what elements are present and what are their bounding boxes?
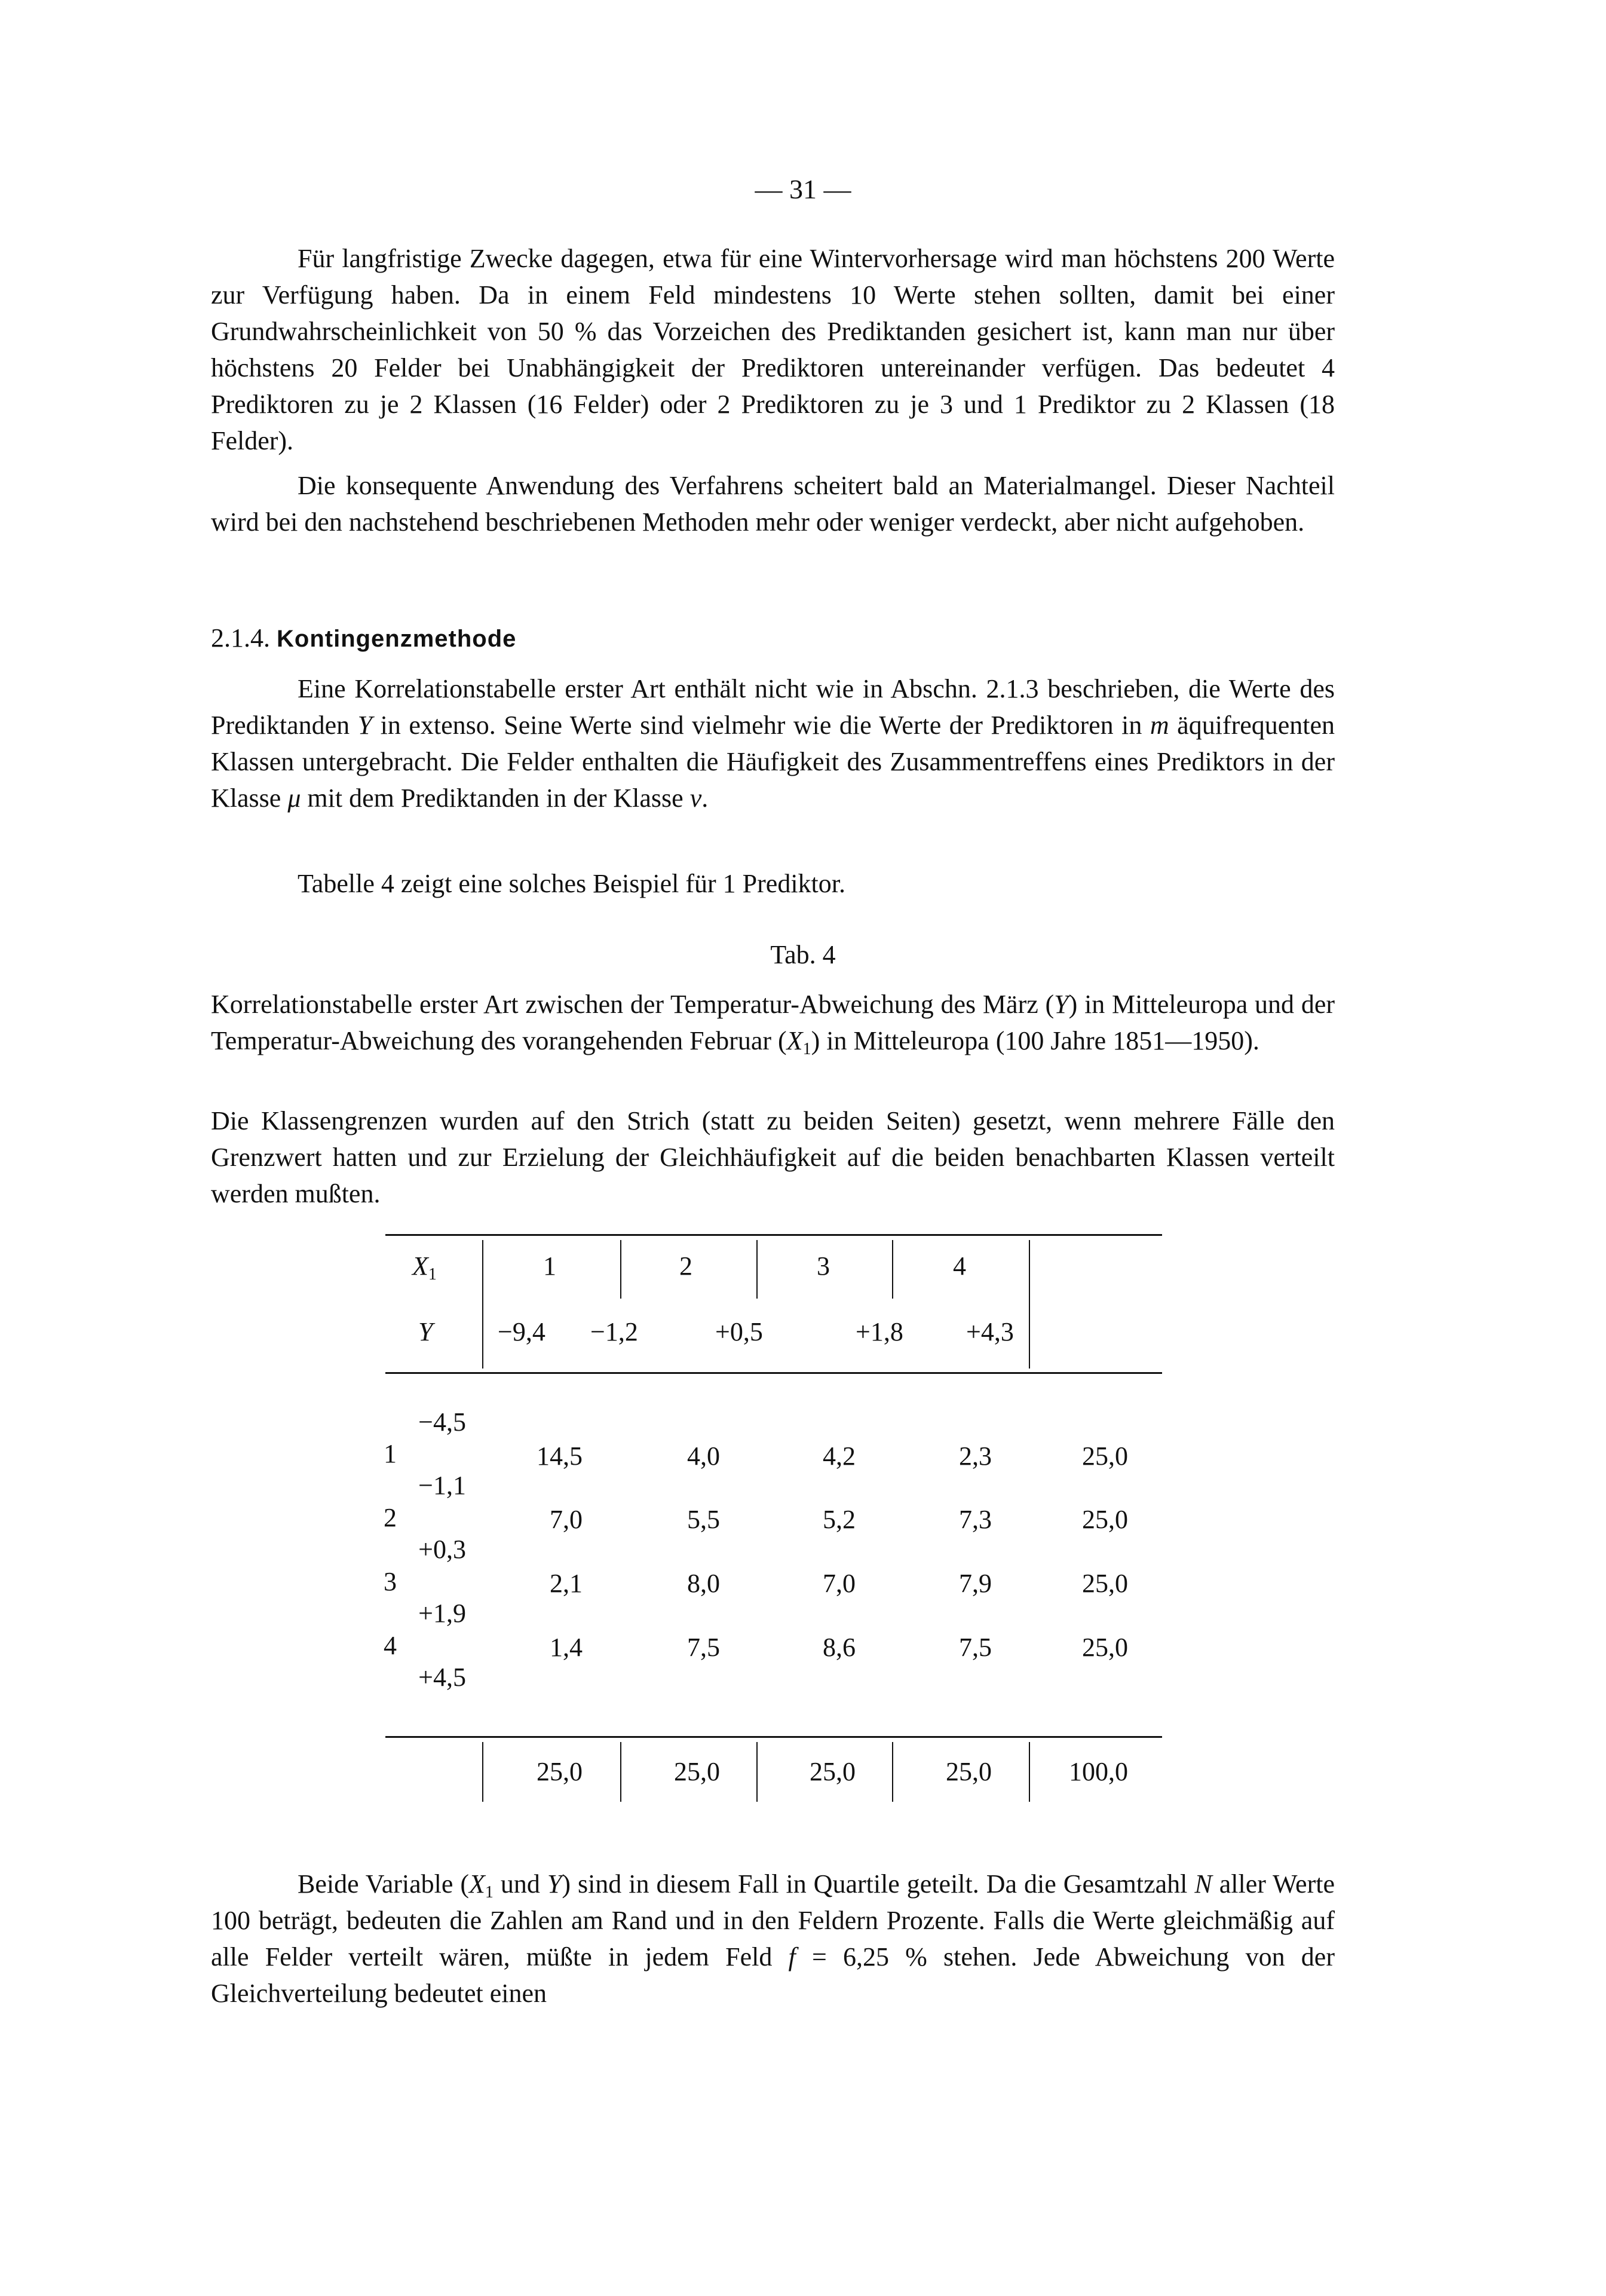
header-separator xyxy=(482,1240,483,1369)
table-cell: 7,0 xyxy=(823,1569,856,1598)
total-separator xyxy=(1029,1742,1030,1802)
table-top-rule xyxy=(385,1234,1162,1236)
row-total: 25,0 xyxy=(1082,1633,1128,1662)
col-bound: +4,3 xyxy=(966,1317,1014,1346)
table-cell: 5,2 xyxy=(823,1505,856,1534)
paragraph-5: Beide Variable ($X_1$ und Y) sind in diesem Fall in Quartile geteilt. Da die Gesamtzahl N aller Werte 100 beträgt, bedeuten die Zahlen am Rand und in den Feldern Prozente. Falls die Werte gleichmäßig auf alle Felder verteilt wären, müßte in jedem Feld f = 6,25 % stehen. Jede Abweichung von der Gleichverteilung bedeutet einen xyxy=(211,1869,1335,2008)
table-cell: 2,3 xyxy=(959,1441,992,1471)
table-bottom-rule xyxy=(385,1736,1162,1738)
row-total: 25,0 xyxy=(1082,1505,1128,1534)
paragraph-1: Für langfristige Zwecke dagegen, etwa für eine Wintervorhersage wird man höchstens 200 Werte zur Verfügung haben. Da in einem Feld mindestens 10 Werte stehen sollten, damit bei einer Grundwahrscheinlichkeit von 50 % das Vorzeichen des Prediktanden gesichert ist, kann man nur über höchstens 20 Felder bei Unabhängigkeit der Prediktoren untereinander verfügen. Das bedeutet 4 Prediktoren zu je 2 Klassen (16 Felder) oder 2 Prediktoren zu je 3 und 1 Prediktor zu 2 Klassen (18 Felder). xyxy=(211,244,1335,455)
col-total: 25,0 xyxy=(810,1757,856,1786)
row-class: 2 xyxy=(384,1503,397,1532)
header-separator xyxy=(1029,1240,1030,1369)
col-total: 25,0 xyxy=(674,1757,720,1786)
table-caption: Korrelationstabelle erster Art zwischen der Temperatur-Abweichung des März (Y) in Mitteleuropa und der Temperatur-Abweichung des vorangehenden Februar $(X_1)$ in Mitteleuropa (100 Jahre 1851—1950). xyxy=(211,990,1335,1058)
table-cell: 7,5 xyxy=(687,1633,720,1662)
total-separator xyxy=(482,1742,483,1802)
row-total: 25,0 xyxy=(1082,1441,1128,1471)
total-separator xyxy=(756,1742,758,1802)
col-bound: −9,4 xyxy=(498,1317,545,1346)
table-cell: 7,9 xyxy=(959,1569,992,1598)
table-cell: 8,0 xyxy=(687,1569,720,1598)
x-axis-label: $X_1$ xyxy=(412,1251,437,1284)
table-cell: 7,5 xyxy=(959,1633,992,1662)
table-cell: 5,5 xyxy=(687,1505,720,1534)
table-note: Die Klassengrenzen wurden auf den Strich (statt zu beiden Seiten) gesetzt, wenn mehrere Fälle den Grenzwert hatten und zur Erzielung der Gleichhäufigkeit auf die beiden benachbarten Klassen verteilt werden mußten. xyxy=(211,1106,1335,1208)
table-cell: 4,2 xyxy=(823,1441,856,1471)
table-cell: 4,0 xyxy=(687,1441,720,1471)
total-separator xyxy=(620,1742,621,1802)
table-label: Tab. 4 xyxy=(770,940,836,969)
col-bound: +0,5 xyxy=(715,1317,763,1346)
paragraph-2: Die konsequente Anwendung des Verfahrens scheitert bald an Materialmangel. Dieser Nachteil wird bei den nachstehend beschriebenen Methoden mehr oder weniger verdeckt, aber nicht aufgehoben. xyxy=(211,471,1335,537)
grand-total: 100,0 xyxy=(1069,1757,1128,1786)
header-separator xyxy=(756,1240,758,1299)
table-cell: 7,0 xyxy=(550,1505,583,1534)
col-bound: +1,8 xyxy=(856,1317,903,1346)
table-header-rule xyxy=(385,1372,1162,1374)
section-title: Kontingenzmethode xyxy=(277,626,517,652)
col-class: 4 xyxy=(953,1251,966,1281)
paragraph-3: Eine Korrelationstabelle erster Art enthält nicht wie in Abschn. 2.1.3 beschrieben, die Werte des Prediktanden Y in extenso. Seine Werte sind vielmehr wie die Werte der Prediktoren in m äquifrequenten Klassen untergebracht. Die Felder enthalten die Häufigkeit des Zusammentreffens eines Prediktors in der Klasse μ mit dem Prediktanden in der Klasse ν. xyxy=(211,674,1335,813)
row-bound: +4,5 xyxy=(418,1663,466,1692)
header-separator xyxy=(620,1240,621,1299)
col-class: 1 xyxy=(543,1251,556,1281)
row-total: 25,0 xyxy=(1082,1569,1128,1598)
y-axis-label: Y xyxy=(418,1317,433,1346)
row-bound: −1,1 xyxy=(418,1471,466,1500)
table-cell: 2,1 xyxy=(550,1569,583,1598)
header-separator xyxy=(892,1240,893,1299)
table-cell: 1,4 xyxy=(550,1633,583,1662)
total-separator xyxy=(892,1742,893,1802)
row-bound: +1,9 xyxy=(418,1599,466,1628)
table-cell: 8,6 xyxy=(823,1633,856,1662)
col-class: 3 xyxy=(817,1251,830,1281)
col-bound: −1,2 xyxy=(590,1317,638,1346)
col-total: 25,0 xyxy=(537,1757,583,1786)
row-bound: −4,5 xyxy=(418,1407,466,1437)
col-class: 2 xyxy=(679,1251,692,1281)
row-class: 4 xyxy=(384,1631,397,1660)
row-class: 1 xyxy=(384,1439,397,1468)
col-total: 25,0 xyxy=(946,1757,992,1786)
row-class: 3 xyxy=(384,1567,397,1596)
section-number: 2.1.4. xyxy=(211,623,270,653)
row-bound: +0,3 xyxy=(418,1535,466,1564)
page-number: — 31 — xyxy=(755,174,851,204)
section-heading xyxy=(211,620,516,657)
table-cell: 14,5 xyxy=(537,1441,583,1471)
table-cell: 7,3 xyxy=(959,1505,992,1534)
paragraph-4: Tabelle 4 zeigt eine solches Beispiel für 1 Prediktor. xyxy=(298,869,845,898)
